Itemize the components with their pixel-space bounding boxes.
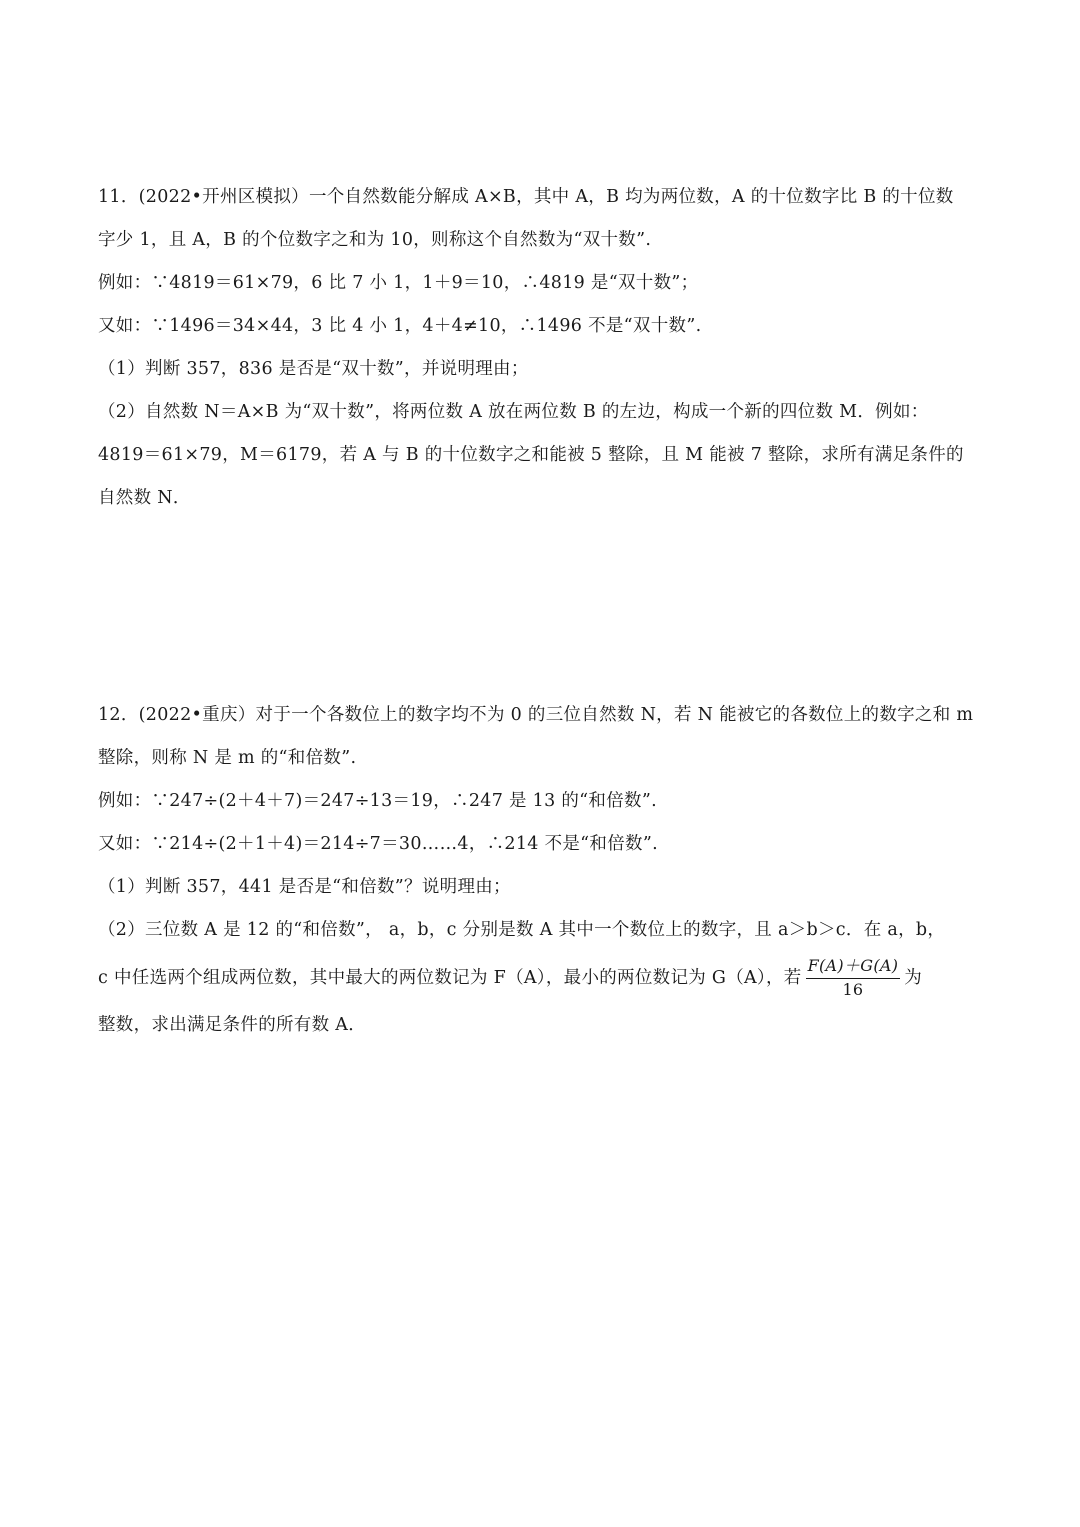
problem-12-question-2-line-1: （2）三位数 A 是 12 的“和倍数”， a，b，c 分别是数 A 其中一个数位上的数字，且 a＞b＞c．在 a，b， (98, 920, 946, 940)
problem-11-question-2-line-1: （2）自然数 N＝A×B 为“双十数”，将两位数 A 放在两位数 B 的左边，构成一个新的四位数 M．例如： (98, 402, 929, 422)
problem-12 (98, 694, 988, 1047)
problem-12-line-1: 12．(2022•重庆）对于一个各数位上的数字均不为 0 的三位自然数 N，若 N 能被它的各数位上的数字之和 m (98, 705, 974, 725)
fraction-expression (806, 957, 901, 999)
problem-12-question-2-line-3: 整数，求出满足条件的所有数 A． (98, 1015, 366, 1035)
problem-12-example-1: 例如：∵247÷(2＋4＋7)＝247÷13＝19，∴247 是 13 的“和倍数”. (98, 791, 657, 811)
fraction-line-after: 为 (904, 968, 923, 988)
fraction-denominator: 16 (842, 979, 864, 999)
problem-11-example-1: 例如：∵4819＝61×79，6 比 7 小 1，1＋9＝10，∴4819 是“双十数”； (98, 273, 699, 293)
fraction-line-before: c 中任选两个组成两位数，其中最大的两位数记为 F（A），最小的两位数记为 G（A），若 (98, 968, 802, 988)
fraction-numerator: F(A)＋G(A) (806, 957, 901, 978)
problem-11-question-2-line-2: 4819＝61×79，M＝6179，若 A 与 B 的十位数字之和能被 5 整除，且 M 能被 7 整除，求所有满足条件的 (98, 445, 964, 465)
problem-12-question-2-line-2 (98, 952, 988, 1004)
problem-11-example-2: 又如：∵1496＝34×44，3 比 4 小 1，4＋4≠10，∴1496 不是“双十数”. (98, 316, 702, 336)
problem-11-question-2-line-3: 自然数 N． (98, 488, 191, 508)
problem-12-line-2: 整除，则称 N 是 m 的“和倍数”. (98, 748, 357, 768)
problem-11-line-1: 11．(2022•开州区模拟）一个自然数能分解成 A×B，其中 A，B 均为两位数，A 的十位数字比 B 的十位数 (98, 187, 954, 207)
problem-11-line-2: 字少 1，且 A，B 的个位数字之和为 10，则称这个自然数为“双十数”. (98, 230, 652, 250)
problem-11 (98, 176, 988, 520)
problem-12-question-1: （1）判断 357，441 是否是“和倍数”？说明理由； (98, 877, 511, 897)
problem-12-example-2: 又如：∵214÷(2＋1＋4)＝214÷7＝30……4，∴214 不是“和倍数”. (98, 834, 658, 854)
problem-11-question-1: （1）判断 357，836 是否是“双十数”，并说明理由； (98, 359, 529, 379)
